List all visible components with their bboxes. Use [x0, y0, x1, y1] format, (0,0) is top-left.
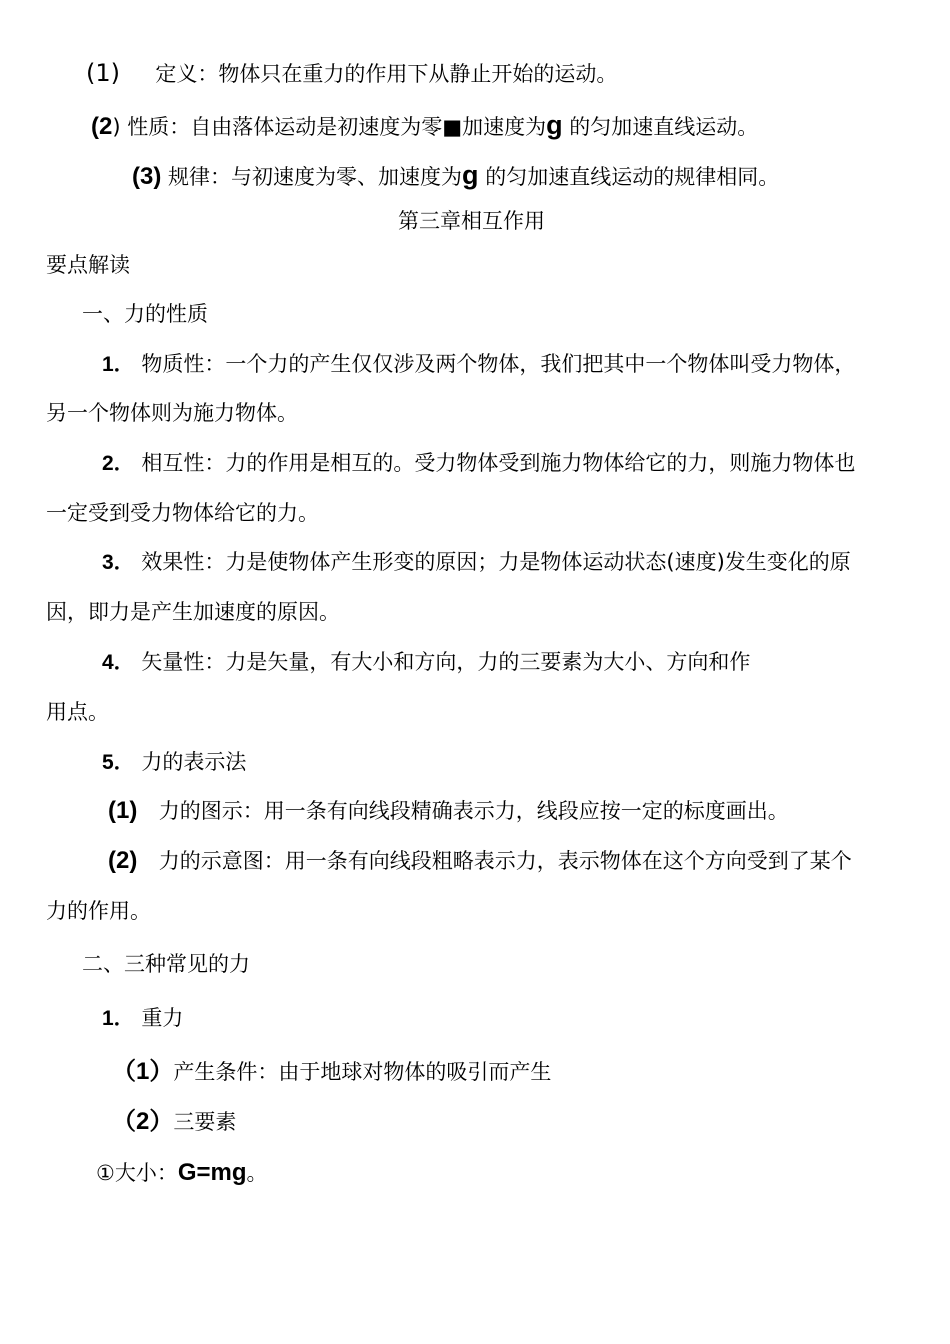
item-text: 效果性：力是使物体产生形变的原因；力是物体运动状态(速度)发生变化的原 — [141, 550, 851, 574]
part2-heading: 二、三种常见的力 — [82, 952, 250, 976]
item-text: 重力 — [141, 1006, 184, 1030]
part1-sub-2-cont: 力的作用。 — [46, 899, 151, 923]
item-text: 规律：与初速度为零、加速度为 — [168, 165, 463, 189]
symbol-g: g — [546, 110, 563, 140]
part2-item-1 — [102, 1003, 183, 1034]
item-text: 力的表示法 — [141, 750, 247, 774]
item-number: 5． — [102, 751, 135, 774]
item-text: 定义：物体只在重力的作用下从静止开始的运动。 — [155, 62, 618, 86]
part2-sub-1 — [112, 1057, 551, 1087]
sub-number: （1） — [112, 1058, 174, 1085]
part1-sub-2 — [108, 846, 852, 876]
part2-sub-2 — [112, 1107, 236, 1137]
sub-text: 力的示意图：用一条有向线段粗略表示力，表示物体在这个方向受到了某个 — [158, 849, 852, 873]
item-number: 4． — [102, 651, 135, 674]
bullet-end: 。 — [246, 1161, 268, 1185]
item-text-cont: 的匀加速直线运动。 — [569, 115, 759, 139]
part1-item-3 — [102, 547, 851, 578]
freefall-item-1 — [86, 58, 617, 89]
part1-item-4 — [102, 647, 750, 678]
item-number: 2． — [102, 452, 135, 475]
item-number: (1) — [86, 59, 120, 87]
item-text-cont: 的匀加速直线运动的规律相同。 — [485, 165, 780, 189]
item-number: (2 — [91, 113, 113, 140]
item-text: 相互性：力的作用是相互的。受力物体受到施力物体给它的力，则施力物体也 — [141, 451, 856, 475]
item-text: 性质：自由落体运动是初速度为零■加速度为 — [127, 115, 547, 139]
item-number: 3． — [102, 551, 135, 574]
sub-number: (2) — [108, 847, 138, 874]
item-number-paren: ) — [112, 115, 121, 139]
sub-text: 产生条件：由于地球对物体的吸引而产生 — [173, 1060, 552, 1084]
item-number: 1． — [102, 353, 135, 376]
part1-item-1 — [102, 349, 855, 380]
chapter-title: 第三章相互作用 — [398, 209, 545, 233]
part1-item-5 — [102, 747, 246, 778]
section-title: 要点解读 — [46, 253, 130, 277]
sub-number: （2） — [112, 1108, 174, 1135]
part1-heading: 一、力的性质 — [82, 302, 208, 326]
freefall-item-3 — [132, 160, 779, 192]
part1-sub-1 — [108, 796, 789, 826]
item-text: 物质性：一个力的产生仅仅涉及两个物体，我们把其中一个物体叫受力物体， — [141, 352, 856, 376]
part1-item-2-cont: 一定受到受力物体给它的力。 — [46, 501, 319, 525]
item-number: 1． — [102, 1007, 135, 1030]
bullet-label: ①大小： — [96, 1161, 178, 1185]
part1-item-3-cont: 因，即力是产生加速度的原因。 — [46, 600, 340, 624]
item-text: 矢量性：力是矢量，有大小和方向，力的三要素为大小、方向和作 — [141, 650, 751, 674]
part1-item-1-cont: 另一个物体则为施力物体。 — [46, 401, 298, 425]
gravity-formula: G=mg — [177, 1159, 247, 1186]
part1-item-2 — [102, 448, 855, 479]
sub-text: 三要素 — [173, 1110, 237, 1134]
part1-item-4-cont: 用点。 — [46, 700, 109, 724]
sub-text: 力的图示：用一条有向线段精确表示力，线段应按一定的标度画出。 — [158, 799, 789, 823]
item-number: (3) — [132, 163, 162, 190]
part2-bullet — [96, 1158, 268, 1188]
freefall-item-2 — [91, 110, 758, 142]
sub-number: (1) — [108, 797, 138, 824]
symbol-g: g — [462, 160, 479, 190]
